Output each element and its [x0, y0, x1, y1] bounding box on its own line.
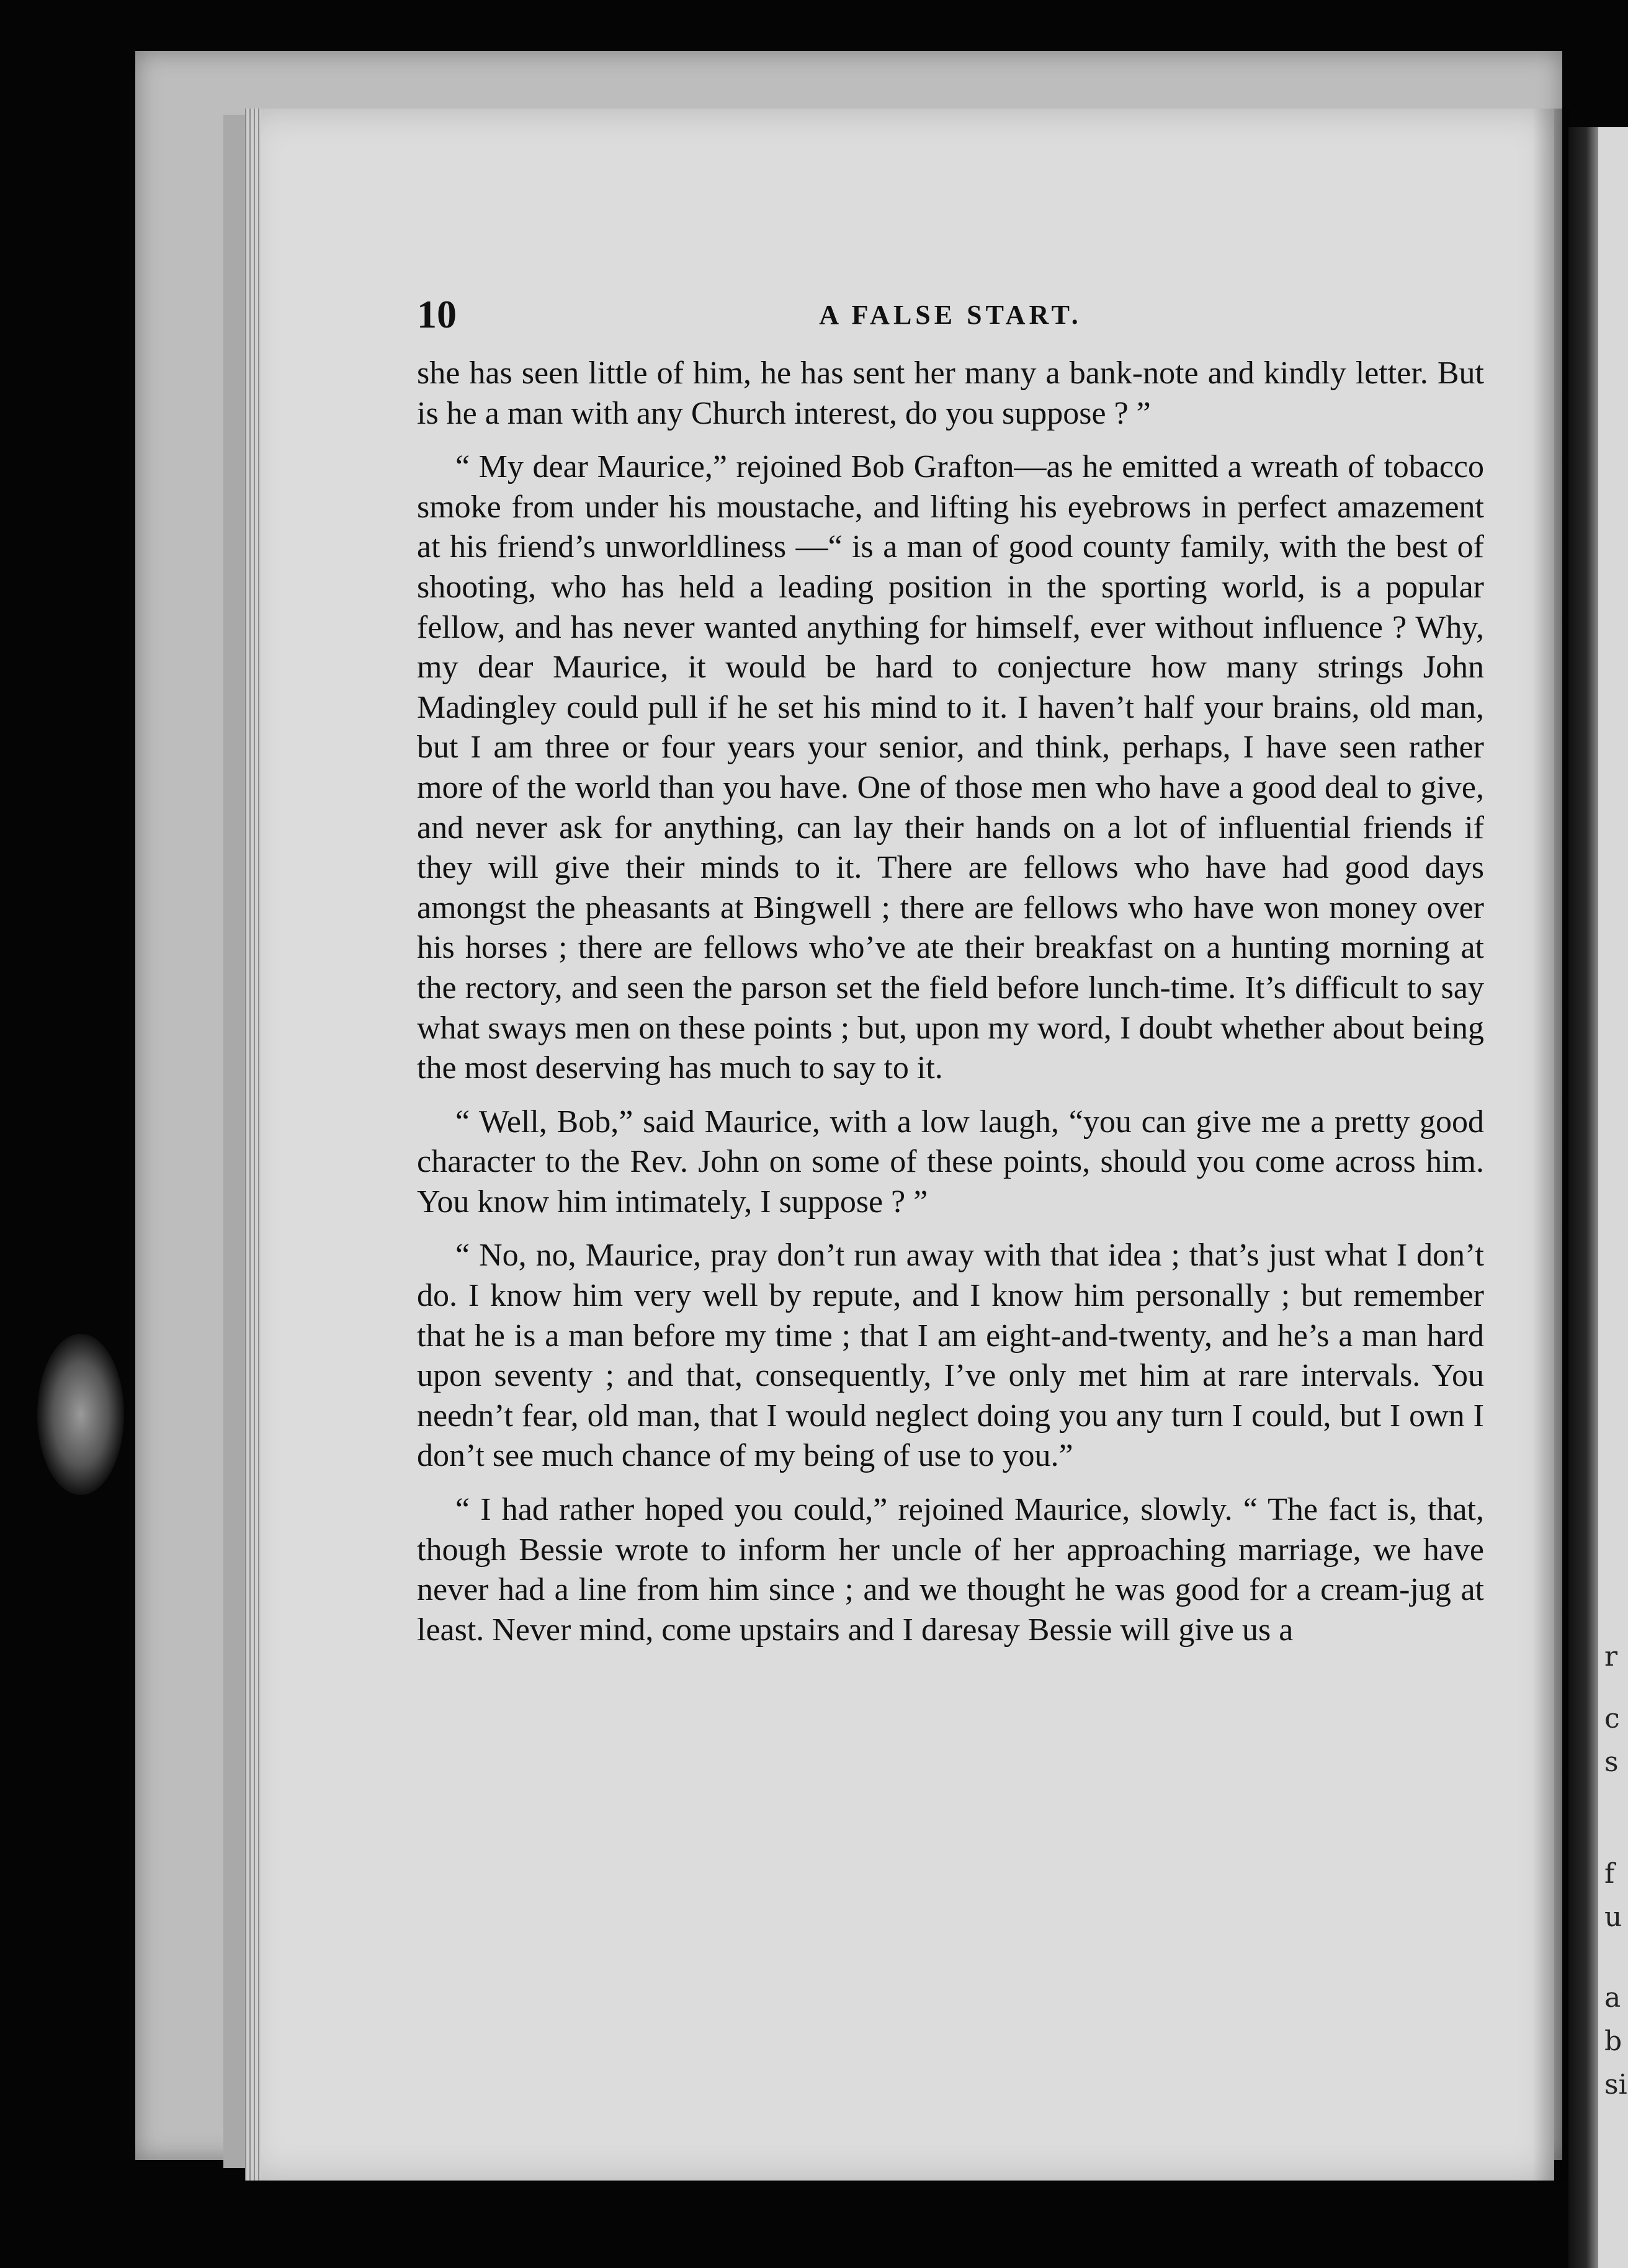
scan-blot	[37, 1334, 124, 1495]
running-header	[417, 292, 1484, 341]
adjacent-page-fragment: a	[1604, 1982, 1621, 2014]
adjacent-page-fragment: c	[1604, 1703, 1620, 1734]
adjacent-page-fragment: s	[1604, 1746, 1619, 1778]
page-number: 10	[417, 292, 457, 336]
paragraph: “ My dear Maurice,” rejoined Bob Grafton—as he emitted a wreath of tobacco smoke from under his moustache, and lifting his eyebrows in perfect amazement at his friend’s unworldliness —“ is a man of good county family, with the best of shooting, who has held a leading position in the sporting world, is a popular fellow, and has never wanted anything for himself, ever without influence ? Why, my dear Maurice, it would be hard to conjecture how many strings John Madingley could pull if he set his mind to it. I haven’t half your brains, old man, but I am three or four years your senior, and think, perhaps, I have seen rather more of the world than you have. One of those men who have a good deal to give, and never ask for anything, can lay their hands on a lot of influential friends if they will give their minds to it. There are fellows who have had good days amongst the pheasants at Bingwell ; there are fellows who have won money over his horses ; there are fellows who’ve ate their breakfast on a hunting morning at the rectory, and seen the parson set the field before lunch-time. It’s difficult to say what sways men on these points ; but, upon my word, I doubt whether about being the most deserving has much to say to it.	[417, 449, 1484, 1086]
body-text	[417, 354, 1484, 1650]
adjacent-page-fragment: si	[1604, 2069, 1627, 2101]
adjacent-page	[1568, 127, 1628, 2268]
gutter-shadow	[1532, 109, 1570, 2181]
binding-shadow	[1568, 127, 1598, 2268]
paragraph: she has seen little of him, he has sent her many a bank-note and kindly letter. But is he a man with any Church interest, do you suppose ? ”	[417, 355, 1484, 431]
paragraph: “ No, no, Maurice, pray don’t run away with that idea ; that’s just what I don’t do. I know him very well by repute, and I know him personally ; but remember that he is a man before my time ; that I am eight-and-twenty, and he’s a man hard upon seventy ; and that, consequently, I’ve only met him at rare intervals. You needn’t fear, old man, that I would neglect doing you any turn I could, but I own I don’t see much chance of my being of use to you.”	[417, 1238, 1484, 1474]
adjacent-page-fragment: f	[1604, 1858, 1615, 1890]
adjacent-page-fragment: b	[1604, 2025, 1622, 2057]
page-edge-lines	[245, 109, 261, 2181]
running-title: A FALSE START.	[819, 300, 1082, 330]
adjacent-page-fragment: u	[1604, 1901, 1622, 1933]
adjacent-page-fragment: r	[1604, 1641, 1618, 1672]
paragraph: “ Well, Bob,” said Maurice, with a low laugh, “you can give me a pretty good character to the Rev. John on some of these points, should you come across him. You know him intimately, I suppose ? ”	[417, 1104, 1484, 1220]
paragraph: “ I had rather hoped you could,” rejoined Maurice, slowly. “ The fact is, that, though Bessie wrote to inform her uncle of her approaching marriage, we have never had a line from him since ; and we thought he was good for a cream-jug at least. Never mind, come upstairs and I daresay Bessie will give us a	[417, 1492, 1484, 1648]
